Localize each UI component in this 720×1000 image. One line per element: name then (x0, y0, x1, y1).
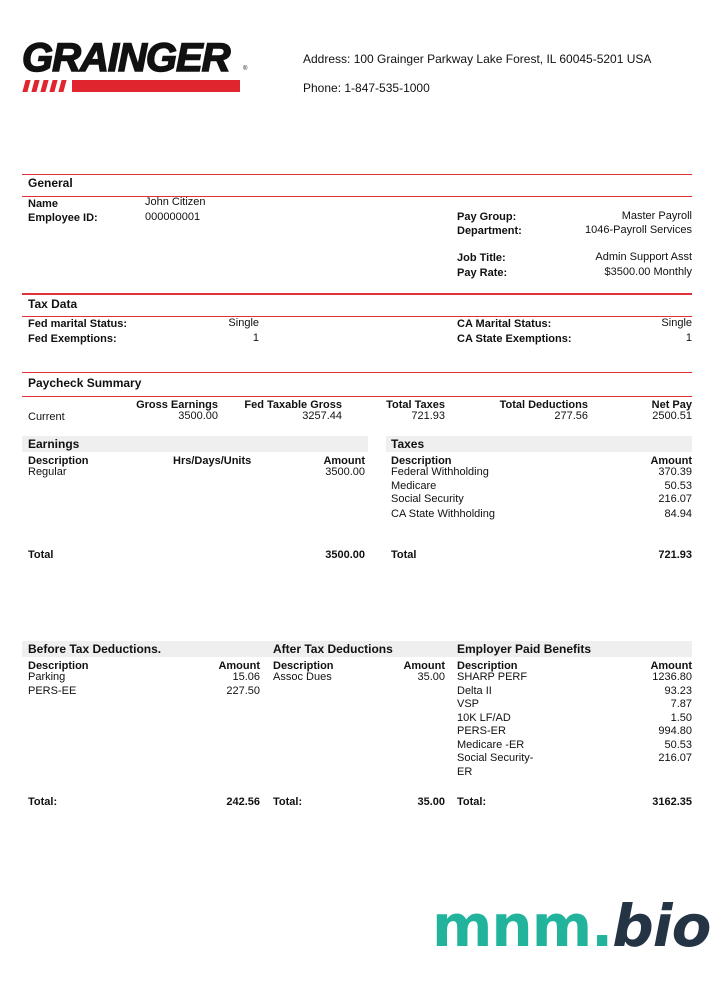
employee-id-value: 000000001 (145, 211, 201, 223)
ca-marital-label: CA Marital Status: (457, 318, 552, 330)
section-title-taxes: Taxes (391, 437, 425, 451)
net-pay-value: 2500.51 (652, 410, 692, 422)
after-tax-row-description: Assoc Dues (273, 671, 332, 683)
divider (22, 396, 692, 397)
section-title-paycheck-summary: Paycheck Summary (28, 376, 142, 390)
taxes-col-description: Description (391, 455, 452, 467)
pay-rate-label: Pay Rate: (457, 267, 508, 279)
employer-row-amount: 216.07 (658, 752, 692, 764)
ca-exemptions-label: CA State Exemptions: (457, 333, 572, 345)
earnings-row-description: Regular (28, 466, 67, 478)
earnings-col-description: Description (28, 455, 89, 467)
employer-row-description: Delta II (457, 685, 492, 697)
name-value: John Citizen (145, 196, 206, 208)
employer-col-description: Description (457, 660, 518, 672)
divider (22, 174, 692, 175)
divider (22, 196, 692, 197)
after-tax-col-amount: Amount (403, 660, 445, 672)
before-tax-row-amount: 227.50 (226, 685, 260, 697)
earnings-row-amount: 3500.00 (325, 466, 365, 478)
net-pay-label: Net Pay (651, 399, 692, 411)
employer-total-label: Total: (457, 796, 487, 808)
fed-marital-value: Single (228, 317, 259, 329)
employer-row-amount: 1236.80 (652, 671, 692, 683)
section-title-general: General (28, 176, 73, 190)
tax-row-description: Social Security (391, 493, 464, 505)
employer-row-description: PERS-ER (457, 725, 506, 737)
section-title-earnings: Earnings (28, 437, 80, 451)
section-title-tax-data: Tax Data (28, 297, 78, 311)
summary-row-label: Current (28, 411, 65, 423)
employer-row-description: SHARP PERF (457, 671, 528, 683)
department-value: 1046-Payroll Services (585, 224, 692, 236)
employer-row-amount: 1.50 (670, 712, 692, 724)
employer-row-description: Social Security- (457, 752, 534, 764)
tax-row-description: Medicare (391, 480, 437, 492)
ca-marital-value: Single (661, 317, 692, 329)
employer-total-value: 3162.35 (652, 796, 692, 808)
employer-row-amount: 994.80 (658, 725, 692, 737)
earnings-total-value: 3500.00 (325, 549, 365, 561)
employee-id-label: Employee ID: (28, 212, 98, 224)
department-label: Department: (457, 225, 522, 237)
logo-stripe (49, 80, 57, 92)
employer-row-amount: 7.87 (670, 698, 692, 710)
taxes-total-label: Total (391, 549, 417, 561)
employer-row-description: 10K LF/AD (457, 712, 511, 724)
watermark-part2: bio (612, 892, 711, 960)
tax-row-description: CA State Withholding (391, 508, 495, 520)
after-tax-total-label: Total: (273, 796, 303, 808)
divider (22, 372, 692, 373)
before-tax-total-label: Total: (28, 796, 58, 808)
taxes-header-bar (386, 436, 692, 452)
pay-rate-value: $3500.00 Monthly (604, 266, 692, 278)
divider (22, 316, 692, 317)
employer-col-amount: Amount (650, 660, 692, 672)
fed-exemptions-label: Fed Exemptions: (28, 333, 117, 345)
registered-mark: ® (243, 66, 248, 72)
fed-marital-label: Fed marital Status: (28, 318, 128, 330)
total-taxes-value: 721.93 (411, 410, 445, 422)
pay-group-label: Pay Group: (457, 211, 517, 223)
section-title-before-tax: Before Tax Deductions. (28, 642, 162, 656)
logo-stripe (58, 80, 66, 92)
logo-wordmark: GRAINGER (22, 36, 230, 80)
before-tax-total-value: 242.56 (226, 796, 260, 808)
before-tax-col-description: Description (28, 660, 89, 672)
fed-taxable-gross-label: Fed Taxable Gross (244, 399, 342, 411)
section-title-employer-benefits: Employer Paid Benefits (457, 642, 592, 656)
before-tax-row-amount: 15.06 (232, 671, 260, 683)
after-tax-row-amount: 35.00 (417, 671, 445, 683)
section-title-after-tax: After Tax Deductions (273, 642, 393, 656)
earnings-col-units: Hrs/Days/Units (173, 455, 252, 467)
tax-row-amount: 370.39 (658, 466, 692, 478)
total-deductions-value: 277.56 (554, 410, 588, 422)
pay-group-value: Master Payroll (621, 210, 692, 222)
watermark-part1: mnm. (432, 892, 613, 960)
ca-exemptions-value: 1 (685, 332, 692, 344)
logo-stripe (40, 80, 48, 92)
before-tax-col-amount: Amount (218, 660, 260, 672)
earnings-total-label: Total (28, 549, 54, 561)
fed-taxable-gross-value: 3257.44 (302, 410, 342, 422)
company-phone: Phone: 1-847-535-1000 (303, 81, 430, 95)
total-deductions-label: Total Deductions (499, 399, 588, 411)
total-taxes-label: Total Taxes (386, 399, 445, 411)
taxes-total-value: 721.93 (658, 549, 692, 561)
tax-row-amount: 50.53 (664, 480, 692, 492)
job-title-value: Admin Support Asst (595, 251, 692, 263)
employer-row-description: Medicare -ER (457, 739, 525, 751)
after-tax-col-description: Description (273, 660, 334, 672)
employer-row-description: VSP (457, 698, 480, 710)
company-address: Address: 100 Grainger Parkway Lake Forest, IL 60045-5201 USA (303, 52, 652, 66)
logo-stripe (31, 80, 39, 92)
logo-stripe (22, 80, 30, 92)
gross-earnings-label: Gross Earnings (136, 399, 218, 411)
name-label: Name (28, 198, 58, 210)
after-tax-total-value: 35.00 (417, 796, 445, 808)
tax-row-amount: 216.07 (658, 493, 692, 505)
earnings-col-amount: Amount (323, 455, 365, 467)
tax-row-description: Federal Withholding (391, 466, 489, 478)
before-tax-row-description: Parking (28, 671, 66, 683)
employer-row-amount: 93.23 (664, 685, 692, 697)
employer-row-description-cont: ER (457, 766, 473, 778)
logo-bar (72, 80, 240, 92)
tax-row-amount: 84.94 (664, 508, 692, 520)
taxes-col-amount: Amount (650, 455, 692, 467)
before-tax-row-description: PERS-EE (28, 685, 77, 697)
divider (22, 293, 692, 295)
mnm-bio-watermark (432, 892, 710, 960)
employer-row-amount: 50.53 (664, 739, 692, 751)
job-title-label: Job Title: (457, 252, 506, 264)
gross-earnings-value: 3500.00 (178, 410, 218, 422)
fed-exemptions-value: 1 (252, 332, 259, 344)
